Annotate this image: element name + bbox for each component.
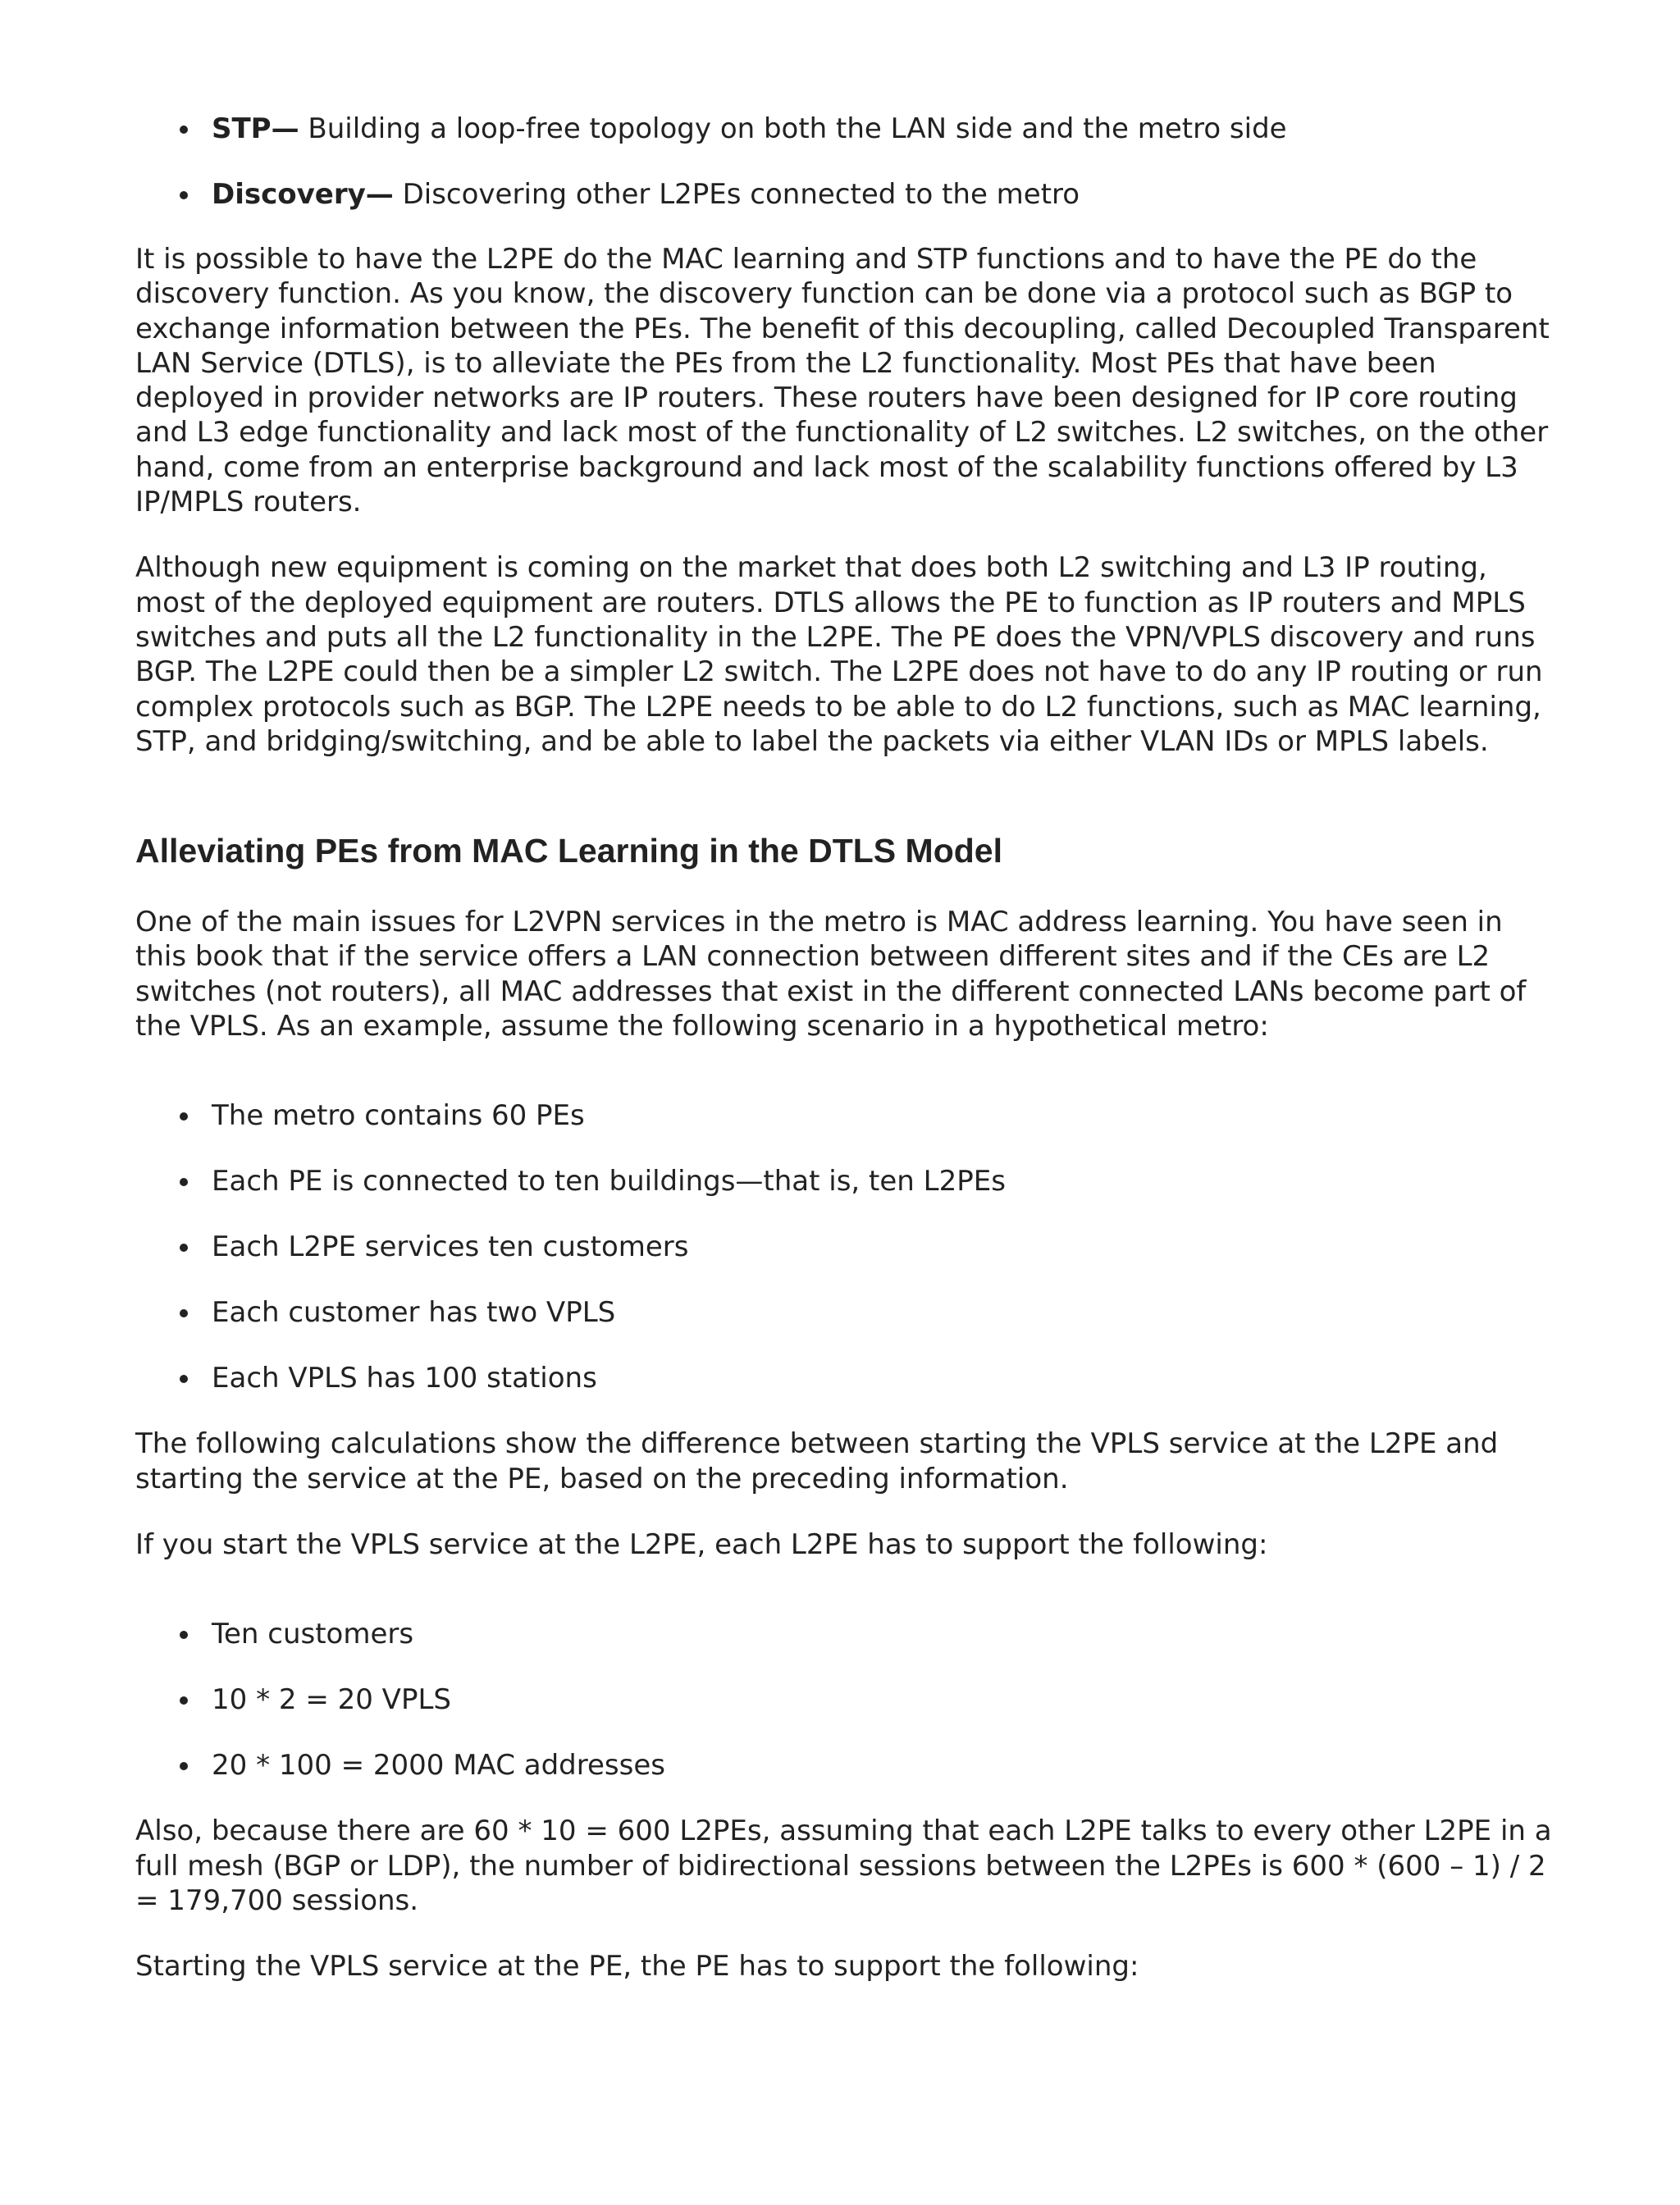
paragraph: Also, because there are 60 * 10 = 600 L2PEs, assuming that each L2PE talks to every other L2PE in a full mesh (BGP or LDP), the number of bidirectional sessions between the L2PEs is 600 * (600 – 1) / 2 = 179,700 sessions.: [135, 1815, 1552, 1917]
bullet-text: Ten customers: [212, 1618, 414, 1651]
bullet-text: The metro contains 60 PEs: [212, 1099, 585, 1133]
scenario-bullet-list: [135, 1098, 1554, 1395]
bullet-term: STP—: [212, 112, 299, 145]
list-item: [135, 1295, 1554, 1330]
list-item: [135, 1617, 1554, 1651]
list-item: [135, 1682, 1554, 1717]
list-item: [135, 1230, 1554, 1264]
bullet-icon: [180, 1762, 188, 1770]
section-heading: Alleviating PEs from MAC Learning in the DTLS Model: [135, 832, 1002, 870]
list-item: [135, 1361, 1554, 1395]
paragraph: Starting the VPLS service at the PE, the PE has to support the following:: [135, 1950, 1139, 1984]
intro-bullet-list: [135, 112, 1554, 212]
bullet-text: 20 * 100 = 2000 MAC addresses: [212, 1749, 665, 1783]
document-page: [135, 112, 1554, 1984]
bullet-text: Each L2PE services ten customers: [212, 1230, 689, 1264]
bullet-icon: [180, 191, 188, 199]
paragraph: It is possible to have the L2PE do the MAC learning and STP functions and to have the PE do the discovery function. As you know, the discovery function can be done via a protocol such as BGP to exchange information between the PEs. The benefit of this decoupling, called Decoupled Transparent LAN Service (DTLS), is to alleviate the PEs from the L2 functionality. Most PEs that have been deployed in provider networks are IP routers. These routers have been designed for IP core routing and L3 edge functionality and lack most of the functionality of L2 switches. L2 switches, on the other hand, come from an enterprise background and lack most of the scalability functions offered by L3 IP/MPLS routers.: [135, 243, 1550, 519]
list-item: [135, 112, 1554, 146]
list-item: [135, 1098, 1554, 1133]
bullet-icon: [180, 1375, 188, 1383]
list-item: [135, 1748, 1554, 1783]
bullet-icon: [180, 1112, 188, 1121]
l2pe-bullet-list: [135, 1617, 1554, 1783]
bullet-icon: [180, 126, 188, 134]
bullet-text: 10 * 2 = 20 VPLS: [212, 1683, 451, 1717]
list-item: [135, 177, 1554, 212]
bullet-text: Discovering other L2PEs connected to the metro: [393, 178, 1080, 211]
paragraph: Although new equipment is coming on the market that does both L2 switching and L3 IP routing, most of the deployed equipment are routers. DTLS allows the PE to function as IP routers and MPLS switches and puts all the L2 functionality in the L2PE. The PE does the VPN/VPLS discovery and runs BGP. The L2PE could then be a simpler L2 switch. The L2PE does not have to do any IP routing or run complex protocols such as BGP. The L2PE needs to be able to do L2 functions, such as MAC learning, STP, and bridging/switching, and be able to label the packets via either VLAN IDs or MPLS labels.: [135, 551, 1543, 758]
bullet-icon: [180, 1178, 188, 1186]
bullet-text: Building a loop-free topology on both the LAN side and the metro side: [299, 112, 1287, 145]
bullet-term: Discovery—: [212, 178, 394, 211]
bullet-icon: [180, 1244, 188, 1252]
bullet-icon: [180, 1631, 188, 1639]
paragraph: One of the main issues for L2VPN services in the metro is MAC address learning. You have seen in this book that if the service offers a LAN connection between different sites and if the CEs are L2 switches (not routers), all MAC addresses that exist in the different connected LANs become part of the VPLS. As an example, assume the following scenario in a hypothetical metro:: [135, 906, 1527, 1043]
paragraph: If you start the VPLS service at the L2PE, each L2PE has to support the following:: [135, 1527, 1268, 1561]
bullet-icon: [180, 1309, 188, 1317]
paragraph: The following calculations show the difference between starting the VPLS service at the L2PE and starting the service at the PE, based on the preceding information.: [135, 1427, 1499, 1495]
bullet-text: Each PE is connected to ten buildings—that is, ten L2PEs: [212, 1165, 1006, 1198]
bullet-text: Each VPLS has 100 stations: [212, 1362, 597, 1395]
bullet-text: Each customer has two VPLS: [212, 1296, 616, 1330]
list-item: [135, 1164, 1554, 1198]
bullet-icon: [180, 1696, 188, 1705]
